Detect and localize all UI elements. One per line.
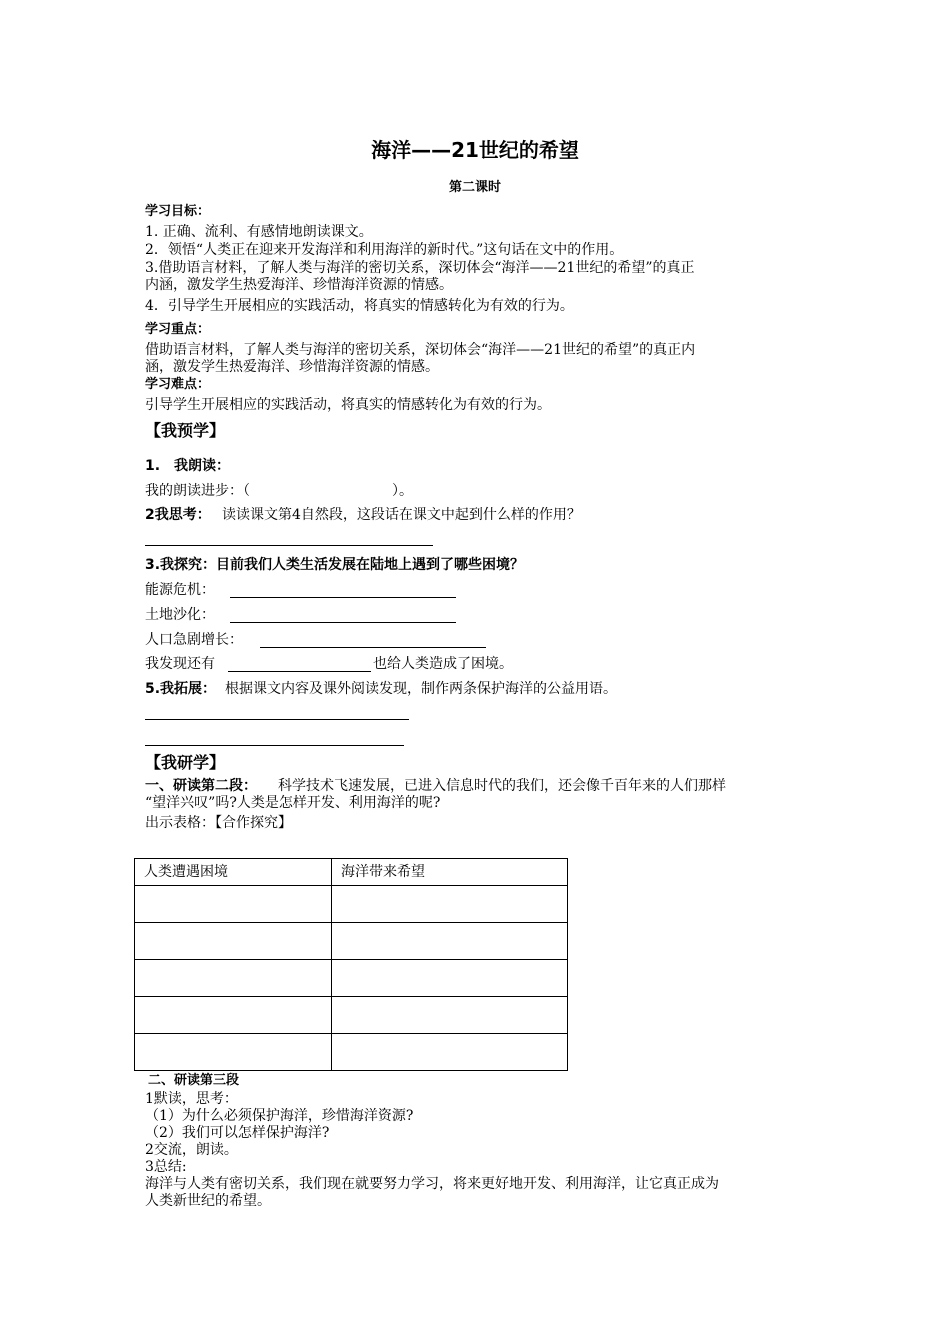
table-row — [135, 960, 568, 997]
show-table-label: 出示表格：【合作探究】 — [145, 815, 292, 831]
table-header: 人类遭遇困境 — [135, 859, 332, 886]
population-answer-line — [260, 647, 486, 648]
study-heading: 【我研学】 — [145, 753, 226, 772]
part1-label: 一、研读第二段： — [145, 778, 257, 794]
explore-label: 3.我探究：目前我们人类生活发展在陆地上遇到了哪些困境？ — [145, 557, 525, 573]
expand-text: 根据课文内容及课外阅读发现，制作两条保护海洋的公益用语。 — [225, 681, 617, 697]
slogan-answer-line — [145, 745, 404, 746]
page-subtitle: 第二课时 — [448, 180, 501, 195]
difficulties-line: 引导学生开展相应的实践活动，将真实的情感转化为有效的行为。 — [145, 397, 551, 413]
table-row — [135, 997, 568, 1034]
part1-text: 科学技术飞速发展，已进入信息时代的我们，还会像千百年来的人们那样 — [278, 778, 726, 794]
read-label: 1. 我朗读： — [145, 458, 231, 474]
part2-line: （1）为什么必须保护海洋，珍惜海洋资源? — [145, 1108, 414, 1124]
table-header-row — [135, 859, 568, 886]
part2-line: （2）我们可以怎样保护海洋? — [145, 1125, 330, 1141]
think-text: 读读课文第4自然段，这段话在课文中起到什么样的作用？ — [222, 507, 581, 523]
goal-item: 1. 正确、流利、有感情地朗读课文。 — [145, 224, 373, 240]
part2-line: 2交流，朗读。 — [145, 1142, 238, 1158]
table-cell — [135, 1034, 332, 1071]
table-cell — [135, 886, 332, 923]
goals-heading: 学习目标： — [145, 204, 211, 219]
table-cell — [135, 960, 332, 997]
part2-line: 人类新世纪的希望。 — [145, 1193, 271, 1209]
goal-item: 2．领悟“人类正在迎来开发海洋和利用海洋的新时代。”这句话在文中的作用。 — [145, 242, 624, 258]
cooperative-table — [134, 858, 568, 1071]
table-row — [135, 923, 568, 960]
part2-line: 3总结: — [145, 1159, 187, 1175]
part2-label: 二、研读第三段 — [148, 1073, 240, 1088]
table-header: 海洋带来希望 — [332, 859, 568, 886]
table-row — [135, 1034, 568, 1071]
population-label: 人口急剧增长： — [145, 632, 243, 648]
reading-progress-suffix: ）。 — [392, 483, 413, 499]
energy-label: 能源危机： — [145, 582, 215, 598]
key-points-heading: 学习重点： — [145, 322, 211, 337]
part2-line: 1默读，思考： — [145, 1091, 238, 1107]
found-answer-line — [228, 671, 371, 672]
preview-heading: 【我预学】 — [145, 421, 226, 440]
page-title: 海洋——21世纪的希望 — [371, 138, 579, 162]
table-cell — [332, 923, 568, 960]
goal-item: 4．引导学生开展相应的实践活动，将真实的情感转化为有效的行为。 — [145, 298, 574, 314]
table-cell — [332, 997, 568, 1034]
table-cell — [332, 1034, 568, 1071]
found-prefix: 我发现还有 — [145, 656, 215, 672]
land-label: 土地沙化： — [145, 607, 215, 623]
table-cell — [332, 886, 568, 923]
slogan-answer-line — [145, 719, 409, 720]
expand-label: 5.我拓展： — [145, 681, 217, 697]
part1-text: “望洋兴叹”吗?人类是怎样开发、利用海洋的呢? — [145, 795, 441, 811]
think-label: 2我思考： — [145, 507, 211, 523]
found-suffix: 也给人类造成了困境。 — [373, 656, 513, 672]
goal-item: 3.借助语言材料，了解人类与海洋的密切关系，深切体会“海洋——21世纪的希望”的真正 — [145, 260, 695, 276]
land-answer-line — [230, 622, 456, 623]
key-points-line: 涵，激发学生热爱海洋、珍惜海洋资源的情感。 — [145, 359, 439, 375]
part2-line: 海洋与人类有密切关系，我们现在就要努力学习，将来更好地开发、利用海洋，让它真正成为 — [145, 1176, 719, 1192]
table-cell — [135, 997, 332, 1034]
difficulties-heading: 学习难点： — [145, 377, 211, 392]
answer-line — [145, 545, 433, 546]
table-cell — [332, 960, 568, 997]
table-row — [135, 886, 568, 923]
energy-answer-line — [230, 597, 456, 598]
reading-progress-prefix: 我的朗读进步：（ — [145, 483, 250, 499]
key-points-line: 借助语言材料，了解人类与海洋的密切关系，深切体会“海洋——21世纪的希望”的真正内 — [145, 342, 696, 358]
goal-item: 内涵，激发学生热爱海洋、珍惜海洋资源的情感。 — [145, 277, 453, 293]
table-cell — [135, 923, 332, 960]
